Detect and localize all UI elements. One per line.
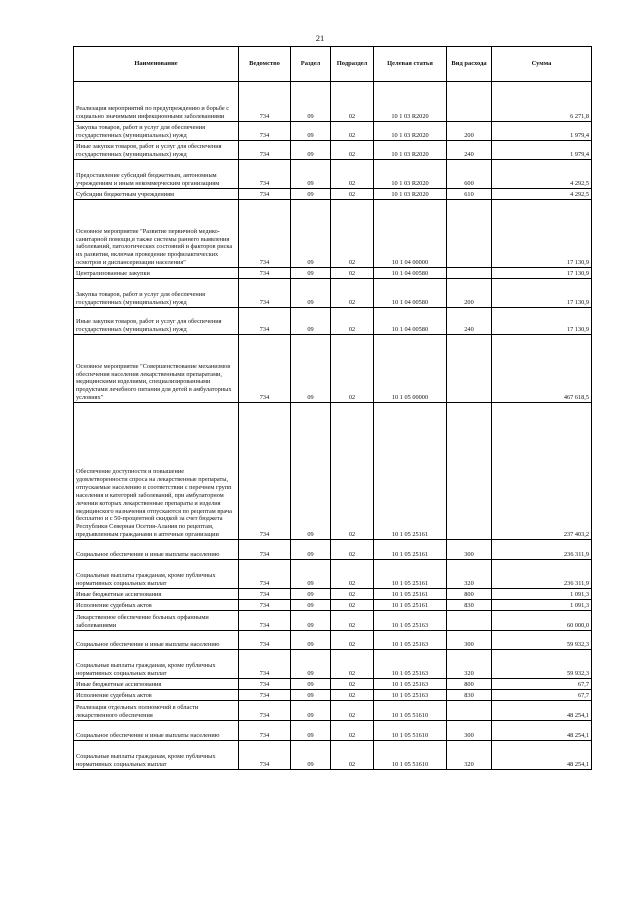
row-target: 10 1 03 R2020 xyxy=(374,122,447,141)
row-subsection: 02 xyxy=(331,141,374,160)
row-subsection: 02 xyxy=(331,741,374,770)
budget-table xyxy=(73,46,592,770)
row-kind: 200 xyxy=(447,279,492,308)
row-section: 09 xyxy=(291,160,331,189)
row-name: Социальное обеспечение и иные выплаты населению xyxy=(74,540,239,560)
row-target: 10 1 03 R2020 xyxy=(374,141,447,160)
row-kind: 600 xyxy=(447,160,492,189)
header-dept: Ведомство xyxy=(239,47,291,82)
row-sum: 1 091,3 xyxy=(492,589,592,600)
table-row xyxy=(74,560,592,589)
row-kind: 300 xyxy=(447,631,492,650)
row-section: 09 xyxy=(291,679,331,690)
row-kind xyxy=(447,701,492,721)
row-kind: 320 xyxy=(447,560,492,589)
row-target: 10 1 05 25163 xyxy=(374,679,447,690)
row-subsection: 02 xyxy=(331,335,374,403)
row-sum: 59 932,3 xyxy=(492,631,592,650)
row-target: 10 1 04 00580 xyxy=(374,308,447,335)
table-row xyxy=(74,721,592,741)
row-name: Иные закупки товаров, работ и услуг для обеспечения государственных (муниципальных) нужд xyxy=(74,308,239,335)
row-target: 10 1 04 00580 xyxy=(374,268,447,279)
row-section: 09 xyxy=(291,122,331,141)
row-section: 09 xyxy=(291,650,331,679)
row-kind: 320 xyxy=(447,741,492,770)
row-subsection: 02 xyxy=(331,589,374,600)
row-dept: 734 xyxy=(239,189,291,200)
row-subsection: 02 xyxy=(331,721,374,741)
row-sum: 6 271,8 xyxy=(492,82,592,122)
row-section: 09 xyxy=(291,631,331,650)
row-sum: 17 130,9 xyxy=(492,268,592,279)
row-kind: 830 xyxy=(447,600,492,611)
row-dept: 734 xyxy=(239,335,291,403)
row-target: 10 1 03 R2020 xyxy=(374,160,447,189)
row-section: 09 xyxy=(291,200,331,268)
row-name: Основное мероприятие "Совершенствование механизмов обеспечения населения лекарственными препаратами, медицинскими изделиями, специализированными продуктами лечебного питания для детей в амбулаторных условиях" xyxy=(74,335,239,403)
row-name: Иные закупки товаров, работ и услуг для обеспечения государственных (муниципальных) нужд xyxy=(74,141,239,160)
row-dept: 734 xyxy=(239,268,291,279)
row-sum: 467 618,5 xyxy=(492,335,592,403)
table-row xyxy=(74,160,592,189)
row-target: 10 1 05 25161 xyxy=(374,600,447,611)
row-name: Исполнение судебных актов xyxy=(74,690,239,701)
row-name: Социальное обеспечение и иные выплаты населению xyxy=(74,631,239,650)
row-sum: 67,7 xyxy=(492,679,592,690)
row-subsection: 02 xyxy=(331,189,374,200)
row-target: 10 1 03 R2020 xyxy=(374,82,447,122)
row-target: 10 1 05 25163 xyxy=(374,611,447,631)
row-section: 09 xyxy=(291,308,331,335)
row-section: 09 xyxy=(291,268,331,279)
row-sum: 60 000,0 xyxy=(492,611,592,631)
row-target: 10 1 03 R2020 xyxy=(374,189,447,200)
row-name: Социальные выплаты гражданам, кроме публичных нормативных социальных выплат xyxy=(74,560,239,589)
row-name: Закупка товаров, работ и услуг для обеспечения государственных (муниципальных) нужд xyxy=(74,279,239,308)
table-row xyxy=(74,335,592,403)
table-row xyxy=(74,279,592,308)
table-row xyxy=(74,122,592,141)
row-sum: 1 979,4 xyxy=(492,122,592,141)
row-subsection: 02 xyxy=(331,82,374,122)
row-subsection: 02 xyxy=(331,560,374,589)
row-target: 10 1 05 51610 xyxy=(374,741,447,770)
row-kind: 830 xyxy=(447,690,492,701)
table-row xyxy=(74,308,592,335)
row-name: Обеспечение доступности и повышение удовлетворенности спроса на лекарственные препараты, отпускаемые населению в соответствии с перечнем групп населения и категорий заболеваний, при амбулаторном лечении которых лекарственные препараты и изделия медицинского назначения отпускаются по рецептам врача бесплатно и с 50-процентной скидкой за счет бюджета Республики Северная Осетия-Алания по рецептам, предъявленным гражданами в аптечные организации xyxy=(74,403,239,540)
row-name: Иные бюджетные ассигнования xyxy=(74,589,239,600)
header-section: Раздел xyxy=(291,47,331,82)
row-name: Исполнение судебных актов xyxy=(74,600,239,611)
row-name: Реализация мероприятий по предупреждению и борьбе с социально значимыми инфекционными заболеваниями xyxy=(74,82,239,122)
row-kind xyxy=(447,200,492,268)
row-section: 09 xyxy=(291,560,331,589)
row-dept: 734 xyxy=(239,82,291,122)
row-subsection: 02 xyxy=(331,690,374,701)
table-row xyxy=(74,200,592,268)
row-subsection: 02 xyxy=(331,701,374,721)
row-dept: 734 xyxy=(239,631,291,650)
row-sum: 59 932,3 xyxy=(492,650,592,679)
row-sum: 48 254,1 xyxy=(492,701,592,721)
row-name: Основное мероприятие "Развитие первичной медико-санитарной помощи,в также системы раннего выявления заболеваний, патологических состояний и факторов риска их развития, включая проведение профилактических осмотров и диспансеризации населения" xyxy=(74,200,239,268)
row-subsection: 02 xyxy=(331,268,374,279)
row-name: Социальное обеспечение и иные выплаты населению xyxy=(74,721,239,741)
row-name: Лекарственное обеспечение больных орфанными заболеваниями xyxy=(74,611,239,631)
row-dept: 734 xyxy=(239,540,291,560)
row-name: Реализация отдельных полномочий в области лекарственного обеспечения xyxy=(74,701,239,721)
table-row xyxy=(74,701,592,721)
row-kind: 300 xyxy=(447,540,492,560)
row-dept: 734 xyxy=(239,560,291,589)
row-target: 10 1 05 25161 xyxy=(374,403,447,540)
row-name: Социальные выплаты гражданам, кроме публичных нормативных социальных выплат xyxy=(74,741,239,770)
row-kind: 320 xyxy=(447,650,492,679)
table-row xyxy=(74,82,592,122)
row-sum: 236 311,9 xyxy=(492,560,592,589)
header-sum: Сумма xyxy=(492,47,592,82)
row-kind: 240 xyxy=(447,141,492,160)
row-subsection: 02 xyxy=(331,122,374,141)
row-kind: 610 xyxy=(447,189,492,200)
row-subsection: 02 xyxy=(331,611,374,631)
row-section: 09 xyxy=(291,279,331,308)
row-target: 10 1 05 00000 xyxy=(374,335,447,403)
table-row xyxy=(74,141,592,160)
row-subsection: 02 xyxy=(331,540,374,560)
row-dept: 734 xyxy=(239,600,291,611)
row-sum: 48 254,1 xyxy=(492,721,592,741)
row-section: 09 xyxy=(291,690,331,701)
row-dept: 734 xyxy=(239,650,291,679)
row-section: 09 xyxy=(291,189,331,200)
row-name: Субсидии бюджетным учреждениям xyxy=(74,189,239,200)
row-subsection: 02 xyxy=(331,308,374,335)
row-dept: 734 xyxy=(239,141,291,160)
row-section: 09 xyxy=(291,701,331,721)
row-section: 09 xyxy=(291,540,331,560)
row-sum: 237 403,2 xyxy=(492,403,592,540)
header-kind: Вид расхода xyxy=(447,47,492,82)
row-target: 10 1 05 51610 xyxy=(374,701,447,721)
row-kind: 200 xyxy=(447,122,492,141)
row-name: Закупка товаров, работ и услуг для обеспечения государственных (муниципальных) нужд xyxy=(74,122,239,141)
row-target: 10 1 04 00580 xyxy=(374,279,447,308)
row-section: 09 xyxy=(291,589,331,600)
row-subsection: 02 xyxy=(331,600,374,611)
row-kind: 800 xyxy=(447,679,492,690)
table-row xyxy=(74,268,592,279)
row-sum: 1 091,3 xyxy=(492,600,592,611)
row-section: 09 xyxy=(291,335,331,403)
row-kind xyxy=(447,268,492,279)
table-row xyxy=(74,611,592,631)
table-header-row xyxy=(74,47,592,82)
row-sum: 48 254,1 xyxy=(492,741,592,770)
table-row xyxy=(74,679,592,690)
table-row xyxy=(74,741,592,770)
row-dept: 734 xyxy=(239,741,291,770)
row-target: 10 1 05 25163 xyxy=(374,631,447,650)
row-dept: 734 xyxy=(239,679,291,690)
row-dept: 734 xyxy=(239,701,291,721)
row-name: Социальные выплаты гражданам, кроме публичных нормативных социальных выплат xyxy=(74,650,239,679)
table-row xyxy=(74,589,592,600)
table-row xyxy=(74,690,592,701)
row-dept: 734 xyxy=(239,721,291,741)
row-kind: 300 xyxy=(447,721,492,741)
row-section: 09 xyxy=(291,611,331,631)
row-dept: 734 xyxy=(239,308,291,335)
table-row xyxy=(74,600,592,611)
row-subsection: 02 xyxy=(331,631,374,650)
row-dept: 734 xyxy=(239,160,291,189)
row-section: 09 xyxy=(291,82,331,122)
table-row xyxy=(74,631,592,650)
row-sum: 67,7 xyxy=(492,690,592,701)
row-section: 09 xyxy=(291,741,331,770)
table-row xyxy=(74,189,592,200)
row-subsection: 02 xyxy=(331,403,374,540)
row-kind: 800 xyxy=(447,589,492,600)
row-section: 09 xyxy=(291,721,331,741)
row-dept: 734 xyxy=(239,200,291,268)
row-kind xyxy=(447,403,492,540)
row-kind xyxy=(447,611,492,631)
row-dept: 734 xyxy=(239,122,291,141)
row-sum: 236 311,9 xyxy=(492,540,592,560)
row-target: 10 1 04 00000 xyxy=(374,200,447,268)
row-section: 09 xyxy=(291,403,331,540)
row-sum: 4 292,5 xyxy=(492,189,592,200)
page-number: 21 xyxy=(315,33,325,43)
row-subsection: 02 xyxy=(331,650,374,679)
row-kind: 240 xyxy=(447,308,492,335)
row-name: Централизованные закупки xyxy=(74,268,239,279)
table-row xyxy=(74,540,592,560)
row-sum: 1 979,4 xyxy=(492,141,592,160)
row-kind xyxy=(447,82,492,122)
row-dept: 734 xyxy=(239,403,291,540)
table-row xyxy=(74,403,592,540)
row-target: 10 1 05 25161 xyxy=(374,540,447,560)
header-subsection: Подраздел xyxy=(331,47,374,82)
row-subsection: 02 xyxy=(331,279,374,308)
row-target: 10 1 05 25163 xyxy=(374,690,447,701)
row-dept: 734 xyxy=(239,589,291,600)
row-section: 09 xyxy=(291,141,331,160)
row-kind xyxy=(447,335,492,403)
table-row xyxy=(74,650,592,679)
header-target: Целевая статья xyxy=(374,47,447,82)
row-target: 10 1 05 25163 xyxy=(374,650,447,679)
row-name: Иные бюджетные ассигнования xyxy=(74,679,239,690)
row-dept: 734 xyxy=(239,279,291,308)
row-subsection: 02 xyxy=(331,679,374,690)
row-section: 09 xyxy=(291,600,331,611)
table-body xyxy=(74,82,592,770)
row-sum: 17 130,9 xyxy=(492,279,592,308)
row-sum: 17 130,9 xyxy=(492,200,592,268)
row-target: 10 1 05 51610 xyxy=(374,721,447,741)
row-target: 10 1 05 25161 xyxy=(374,560,447,589)
row-name: Предоставление субсидий бюджетным, автономным учреждениям и иным некоммерческим организациям xyxy=(74,160,239,189)
row-sum: 17 130,9 xyxy=(492,308,592,335)
row-sum: 4 292,5 xyxy=(492,160,592,189)
row-target: 10 1 05 25161 xyxy=(374,589,447,600)
row-subsection: 02 xyxy=(331,200,374,268)
header-name: Наименование xyxy=(74,47,239,82)
row-dept: 734 xyxy=(239,611,291,631)
row-subsection: 02 xyxy=(331,160,374,189)
row-dept: 734 xyxy=(239,690,291,701)
